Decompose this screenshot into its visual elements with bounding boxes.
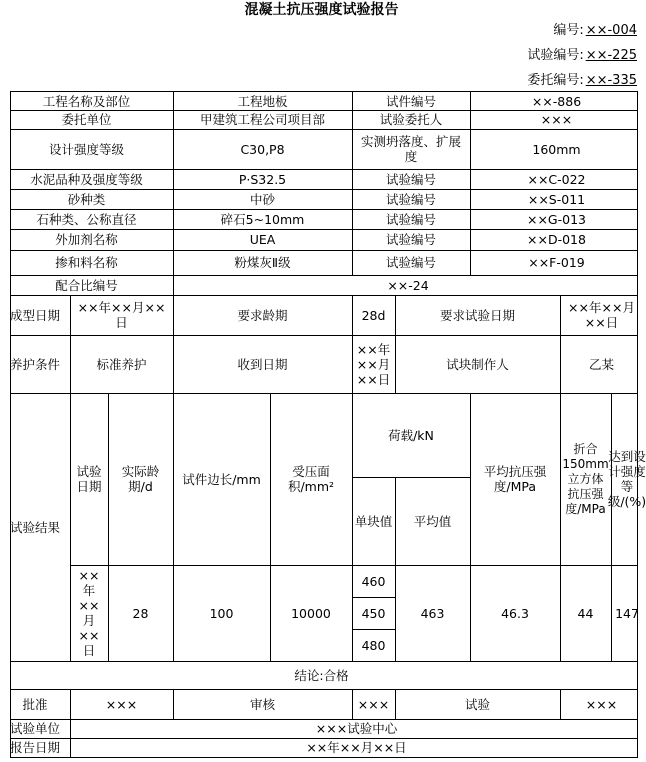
commission-number-label: 委托编号:	[527, 73, 584, 88]
client: 甲建筑工程公司项目部	[199, 112, 325, 127]
design-grade: C30,P8	[240, 141, 285, 157]
age: 28	[132, 605, 149, 621]
approve-label: 批准	[22, 696, 48, 712]
unit-label: 试验单位	[9, 721, 60, 736]
avg-strength: 46.3	[501, 605, 529, 621]
cement-test: ××C-022	[527, 171, 586, 187]
average-header: 平均值	[413, 513, 452, 529]
sand-label: 砂种类	[67, 191, 106, 207]
addition-test-label: 试验编号	[385, 255, 436, 270]
specimen-no: ××-886	[531, 93, 582, 109]
maker-label: 试块制作人	[446, 356, 509, 372]
unit: ×××试验中心	[315, 721, 398, 736]
percent: 147	[615, 605, 639, 621]
required-test-date-label: 要求试验日期	[439, 307, 515, 323]
side: 100	[209, 605, 234, 621]
test-date: ××年××月××日	[78, 568, 100, 658]
stone-test: ××G-013	[526, 211, 586, 227]
curing: 标准养护	[96, 356, 147, 372]
forming-date: ××年××月××日	[77, 300, 166, 330]
converted: 44	[577, 605, 594, 621]
required-age: 28d	[361, 307, 386, 323]
specimen-no-label: 试件编号	[385, 93, 436, 109]
stone: 碎石5~10mm	[220, 211, 305, 227]
required-age-label: 要求龄期	[237, 307, 288, 323]
admixture-test-label: 试验编号	[385, 232, 436, 247]
cement-test-label: 试验编号	[385, 171, 436, 187]
maker: 乙某	[588, 356, 614, 372]
sand: 中砂	[249, 191, 275, 207]
report-number-value: ××-004	[585, 23, 637, 38]
load-header: 荷载/kN	[388, 427, 434, 443]
client-label: 委托单位	[61, 112, 112, 127]
report-number-label: 编号:	[553, 23, 584, 38]
curing-label: 养护条件	[9, 356, 60, 372]
required-test-date: ××年××月××日	[568, 300, 635, 330]
design-grade-label: 设计强度等级	[48, 141, 124, 157]
area-header: 受压面积/mm²	[287, 464, 335, 494]
project-name-label: 工程名称及部位	[42, 93, 131, 109]
age-header: 实际龄期/d	[121, 464, 160, 494]
single-value-3: 480	[361, 637, 386, 653]
percent-header: 达到设计强度等级/(%)	[607, 449, 646, 509]
approve: ×××	[105, 696, 138, 712]
sand-test-label: 试验编号	[385, 191, 436, 207]
date: ××年××月××日	[306, 740, 407, 755]
results-label: 试验结果	[9, 519, 60, 535]
admixture-label: 外加剂名称	[55, 232, 118, 247]
admixture-test: ××D-018	[527, 232, 586, 247]
mix-label: 配合比编号	[55, 277, 118, 293]
conclusion: 结论:合格	[294, 667, 349, 683]
report-title: 混凝土抗压强度试验报告	[244, 2, 399, 18]
converted-header: 折合150mm立方体抗压强度/MPa	[562, 441, 609, 516]
side-header: 试件边长/mm	[182, 471, 261, 487]
received-label: 收到日期	[237, 356, 288, 372]
cement-label: 水泥品种及强度等级	[30, 171, 143, 187]
cement: P·S32.5	[238, 171, 287, 187]
received: ××年××月××日	[356, 341, 391, 387]
admixture: UEA	[249, 232, 276, 247]
review: ×××	[357, 696, 390, 712]
slump: 160mm	[532, 141, 581, 157]
single-value-2: 450	[361, 605, 386, 621]
addition-test: ××F-019	[528, 255, 585, 270]
stone-label: 石种类、公称直径	[36, 211, 137, 227]
single-value-1: 460	[361, 573, 386, 589]
commission-number-value: ××-335	[585, 73, 637, 88]
test-number-value: ××-225	[585, 48, 637, 63]
project-name: 工程地板	[237, 93, 288, 109]
mix: ××-24	[387, 277, 429, 293]
test-label: 试验	[464, 696, 490, 712]
commissioner: ×××	[540, 112, 573, 127]
slump-label: 实测坍落度、扩展度	[360, 134, 461, 164]
addition-label: 掺和料名称	[55, 255, 118, 270]
test-date-header: 试验日期	[76, 464, 102, 494]
commissioner-label: 试验委托人	[379, 112, 443, 127]
review-label: 审核	[249, 696, 275, 712]
test-number-label: 试验编号:	[527, 48, 584, 63]
test: ×××	[585, 696, 618, 712]
stone-test-label: 试验编号	[385, 211, 436, 227]
single-header: 单块值	[354, 513, 393, 529]
sand-test: ××S-011	[527, 191, 586, 207]
addition: 粉煤灰Ⅱ级	[234, 255, 291, 270]
average: 463	[420, 605, 445, 621]
date-label: 报告日期	[9, 740, 60, 755]
area: 10000	[291, 605, 331, 621]
forming-date-label: 成型日期	[9, 307, 60, 323]
avg-strength-header: 平均抗压强度/MPa	[483, 464, 547, 494]
